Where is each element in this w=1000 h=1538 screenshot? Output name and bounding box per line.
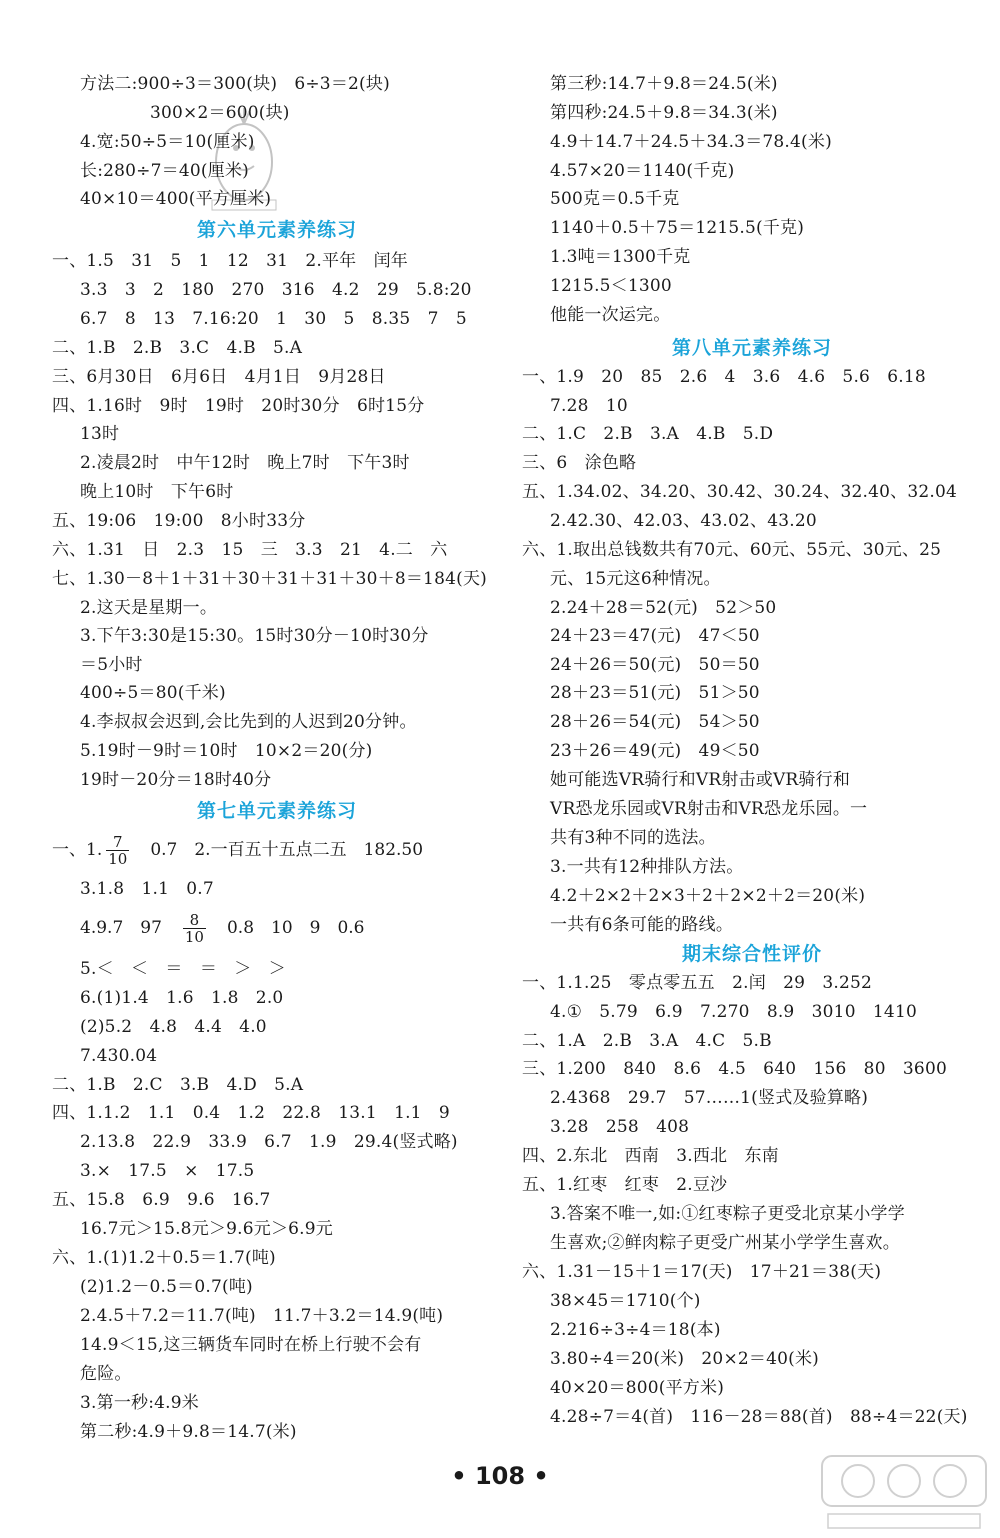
answer-text: 0.7 2.一百五十五点二五 182.50 <box>150 840 424 860</box>
answer-line: 2.4.5＋7.2＝11.7(吨) 11.7＋3.2＝14.9(吨) <box>80 1306 444 1326</box>
answer-line: 七、1.30－8＋1＋31＋30＋31＋31＋30＋8＝184(天) <box>52 569 487 589</box>
answer-line: 3.1.8 1.1 0.7 <box>80 879 214 899</box>
answer-line: 生喜欢;②鲜肉粽子更受广州某小学学生喜欢。 <box>550 1233 900 1253</box>
answer-line: 300×2＝600(块) <box>150 103 290 123</box>
answer-line: 6.7 8 13 7.16:20 1 30 5 8.35 7 5 <box>80 309 467 329</box>
answer-line: 4.57×20＝1140(千克) <box>550 161 735 181</box>
answer-line: (2)5.2 4.8 4.4 4.0 <box>80 1017 267 1037</box>
answer-line: 3.第一秒:4.9米 <box>80 1393 199 1413</box>
page-number-value: 108 <box>474 1462 526 1490</box>
answer-line: 六、1.31 日 2.3 15 三 3.3 21 4.二 六 <box>52 540 448 560</box>
answer-line: 共有3种不同的选法。 <box>550 828 716 848</box>
section-header-unit8: 第八单元素养练习 <box>671 337 832 359</box>
answer-line: 40×20＝800(平方米) <box>550 1378 725 1398</box>
answer-line: 3.一共有12种排队方法。 <box>550 857 744 877</box>
answer-line: 16.7元＞15.8元＞9.6元＞6.9元 <box>80 1219 333 1239</box>
answer-text: 0.8 10 9 0.6 <box>226 918 365 938</box>
answer-line: 第三秒:14.7＋9.8＝24.5(米) <box>550 74 778 94</box>
answer-line: 四、1.1.2 1.1 0.4 1.2 22.8 13.1 1.1 9 <box>52 1103 450 1123</box>
answer-line: 六、1.31－15＋1＝17(天) 17＋21＝38(天) <box>522 1262 882 1282</box>
answer-line: 二、1.C 2.B 3.A 4.B 5.D <box>522 424 774 444</box>
answer-line: 4.① 5.79 6.9 7.270 8.9 3010 1410 <box>550 1002 917 1022</box>
fraction-denominator: 10 <box>184 928 204 946</box>
answer-line: 19时－20分＝18时40分 <box>80 770 272 790</box>
answer-line: 第四秒:24.5＋9.8＝34.3(米) <box>550 103 778 123</box>
answer-line: 一、1.9 20 85 2.6 4 3.6 4.6 5.6 6.18 <box>522 367 926 387</box>
answer-line-fraction <box>80 912 365 945</box>
answer-line: 28＋26＝54(元) 54＞50 <box>550 712 760 732</box>
answer-line: 3.3 3 2 180 270 316 4.2 29 5.8:20 <box>80 280 472 300</box>
answer-line: 13时 <box>80 424 120 444</box>
answer-line: 1140＋0.5＋75＝1215.5(千克) <box>550 218 805 238</box>
answer-line: VR恐龙乐园或VR射击和VR恐龙乐园。一 <box>550 799 868 819</box>
answer-line: 3.× 17.5 × 17.5 <box>80 1161 255 1181</box>
answer-line: 五、1.34.02、34.20、30.42、30.24、32.40、32.04 <box>522 482 958 502</box>
answer-line: 四、2.东北 西南 3.西北 东南 <box>522 1146 779 1166</box>
answer-line: 五、15.8 6.9 9.6 16.7 <box>52 1190 271 1210</box>
answer-line: 4.宽:50÷5＝10(厘米) <box>80 132 255 152</box>
answer-line: 方法二:900÷3＝300(块) 6÷3＝2(块) <box>80 74 390 94</box>
answer-line: 一、1.1.25 零点零五五 2.闰 29 3.252 <box>522 973 872 993</box>
answer-line: 40×10＝400(平方厘米) <box>80 189 272 209</box>
answer-line: 二、1.B 2.C 3.B 4.D 5.A <box>52 1075 304 1095</box>
answer-line: 六、1.(1)1.2＋0.5＝1.7(吨) <box>52 1248 276 1268</box>
answer-line: 她可能选VR骑行和VR射击或VR骑行和 <box>550 770 851 790</box>
answer-line: 他能一次运完。 <box>550 305 671 325</box>
answer-line: 2.这天是星期一。 <box>80 598 218 618</box>
answer-line-fraction <box>52 834 423 867</box>
fraction-numerator: 8 <box>183 912 206 929</box>
answer-line: 2.216÷3÷4＝18(本) <box>550 1320 721 1340</box>
answer-line: 元、15元这6种情况。 <box>550 569 721 589</box>
fraction <box>106 834 129 867</box>
section-header-unit7: 第七单元素养练习 <box>196 800 357 822</box>
answer-line: 3.80÷4＝20(米) 20×2＝40(米) <box>550 1349 819 1369</box>
question-prefix: 一、1. <box>52 840 103 860</box>
answer-line: 24＋23＝47(元) 47＜50 <box>550 626 760 646</box>
answer-line: 三、1.200 840 8.6 4.5 640 156 80 3600 <box>522 1059 947 1079</box>
answer-line: 五、1.红枣 红枣 2.豆沙 <box>522 1175 728 1195</box>
answer-line: 3.下午3:30是15:30。15时30分－10时30分 <box>80 626 429 646</box>
answer-line: 38×45＝1710(个) <box>550 1291 701 1311</box>
watermark-logo-icon <box>818 1452 990 1536</box>
answer-line: 4.李叔叔会迟到,会比先到的人迟到20分钟。 <box>80 712 417 732</box>
mascot-stamp-icon <box>198 104 290 216</box>
answer-line: 三、6 涂色略 <box>522 453 637 473</box>
answer-line: 2.4368 29.7 57……1(竖式及验算略) <box>550 1088 869 1108</box>
answer-line: 400÷5＝80(千米) <box>80 683 226 703</box>
answer-line: 三、6月30日 6月6日 4月1日 9月28日 <box>52 367 386 387</box>
answer-line: 长:280÷7＝40(厘米) <box>80 161 249 181</box>
answer-line: (2)1.2－0.5＝0.7(吨) <box>80 1277 253 1297</box>
answer-line: ＝5小时 <box>80 655 143 675</box>
answer-line: 六、1.取出总钱数共有70元、60元、55元、30元、25 <box>522 540 942 560</box>
answer-line: 2.凌晨2时 中午12时 晚上7时 下午3时 <box>80 453 410 473</box>
fraction-denominator: 10 <box>108 850 128 868</box>
answer-line: 4.9＋14.7＋24.5＋34.3＝78.4(米) <box>550 132 832 152</box>
answer-line: 3.答案不唯一,如:①红枣粽子更受北京某小学学 <box>550 1204 905 1224</box>
answer-line: 2.13.8 22.9 33.9 6.7 1.9 29.4(竖式略) <box>80 1132 458 1152</box>
answer-line: 二、1.B 2.B 3.C 4.B 5.A <box>52 338 303 358</box>
answer-line: 四、1.16时 9时 19时 20时30分 6时15分 <box>52 396 425 416</box>
section-header-final: 期末综合性评价 <box>681 943 822 965</box>
answer-line: 7.28 10 <box>550 396 628 416</box>
answer-line: 5.19时－9时＝10时 10×2＝20(分) <box>80 741 373 761</box>
answer-line: 23＋26＝49(元) 49＜50 <box>550 741 760 761</box>
answer-line: 二、1.A 2.B 3.A 4.C 5.B <box>522 1031 772 1051</box>
answer-line: 28＋23＝51(元) 51＞50 <box>550 683 760 703</box>
answer-line: 500克＝0.5千克 <box>550 189 680 209</box>
answer-line: 4.28÷7＝4(首) 116－28＝88(首) 88÷4＝22(天) <box>550 1407 968 1427</box>
answer-line: 一共有6条可能的路线。 <box>550 915 734 935</box>
answer-line: 一、1.5 31 5 1 12 31 2.平年 闰年 <box>52 251 408 271</box>
answer-line: 7.430.04 <box>80 1046 158 1066</box>
page-number: • 108 • <box>451 1462 549 1490</box>
answer-line: 6.(1)1.4 1.6 1.8 2.0 <box>80 988 284 1008</box>
answer-line: 24＋26＝50(元) 50＝50 <box>550 655 760 675</box>
answer-line: 2.24＋28＝52(元) 52＞50 <box>550 598 777 618</box>
answer-line: 3.28 258 408 <box>550 1117 690 1137</box>
question-prefix: 4.9.7 97 <box>80 918 162 938</box>
answer-line: 2.42.30、42.03、43.02、43.20 <box>550 511 817 531</box>
answer-line: 1215.5＜1300 <box>550 276 672 296</box>
answer-line: 1.3吨＝1300千克 <box>550 247 691 267</box>
answer-line: 五、19:06 19:00 8小时33分 <box>52 511 306 531</box>
fraction <box>183 912 206 945</box>
answer-line: 4.2＋2×2＋2×3＋2＋2×2＋2＝20(米) <box>550 886 866 906</box>
answer-line: 14.9＜15,这三辆货车同时在桥上行驶不会有 <box>80 1335 422 1355</box>
answer-line: 第二秒:4.9＋9.8＝14.7(米) <box>80 1422 297 1442</box>
answer-line: 危险。 <box>80 1364 132 1384</box>
section-header-unit6: 第六单元素养练习 <box>196 219 357 241</box>
fraction-numerator: 7 <box>106 834 129 851</box>
answer-line: 5.＜ ＜ ＝ ＝ ＞ ＞ <box>80 959 286 979</box>
answer-line: 晚上10时 下午6时 <box>80 482 234 502</box>
